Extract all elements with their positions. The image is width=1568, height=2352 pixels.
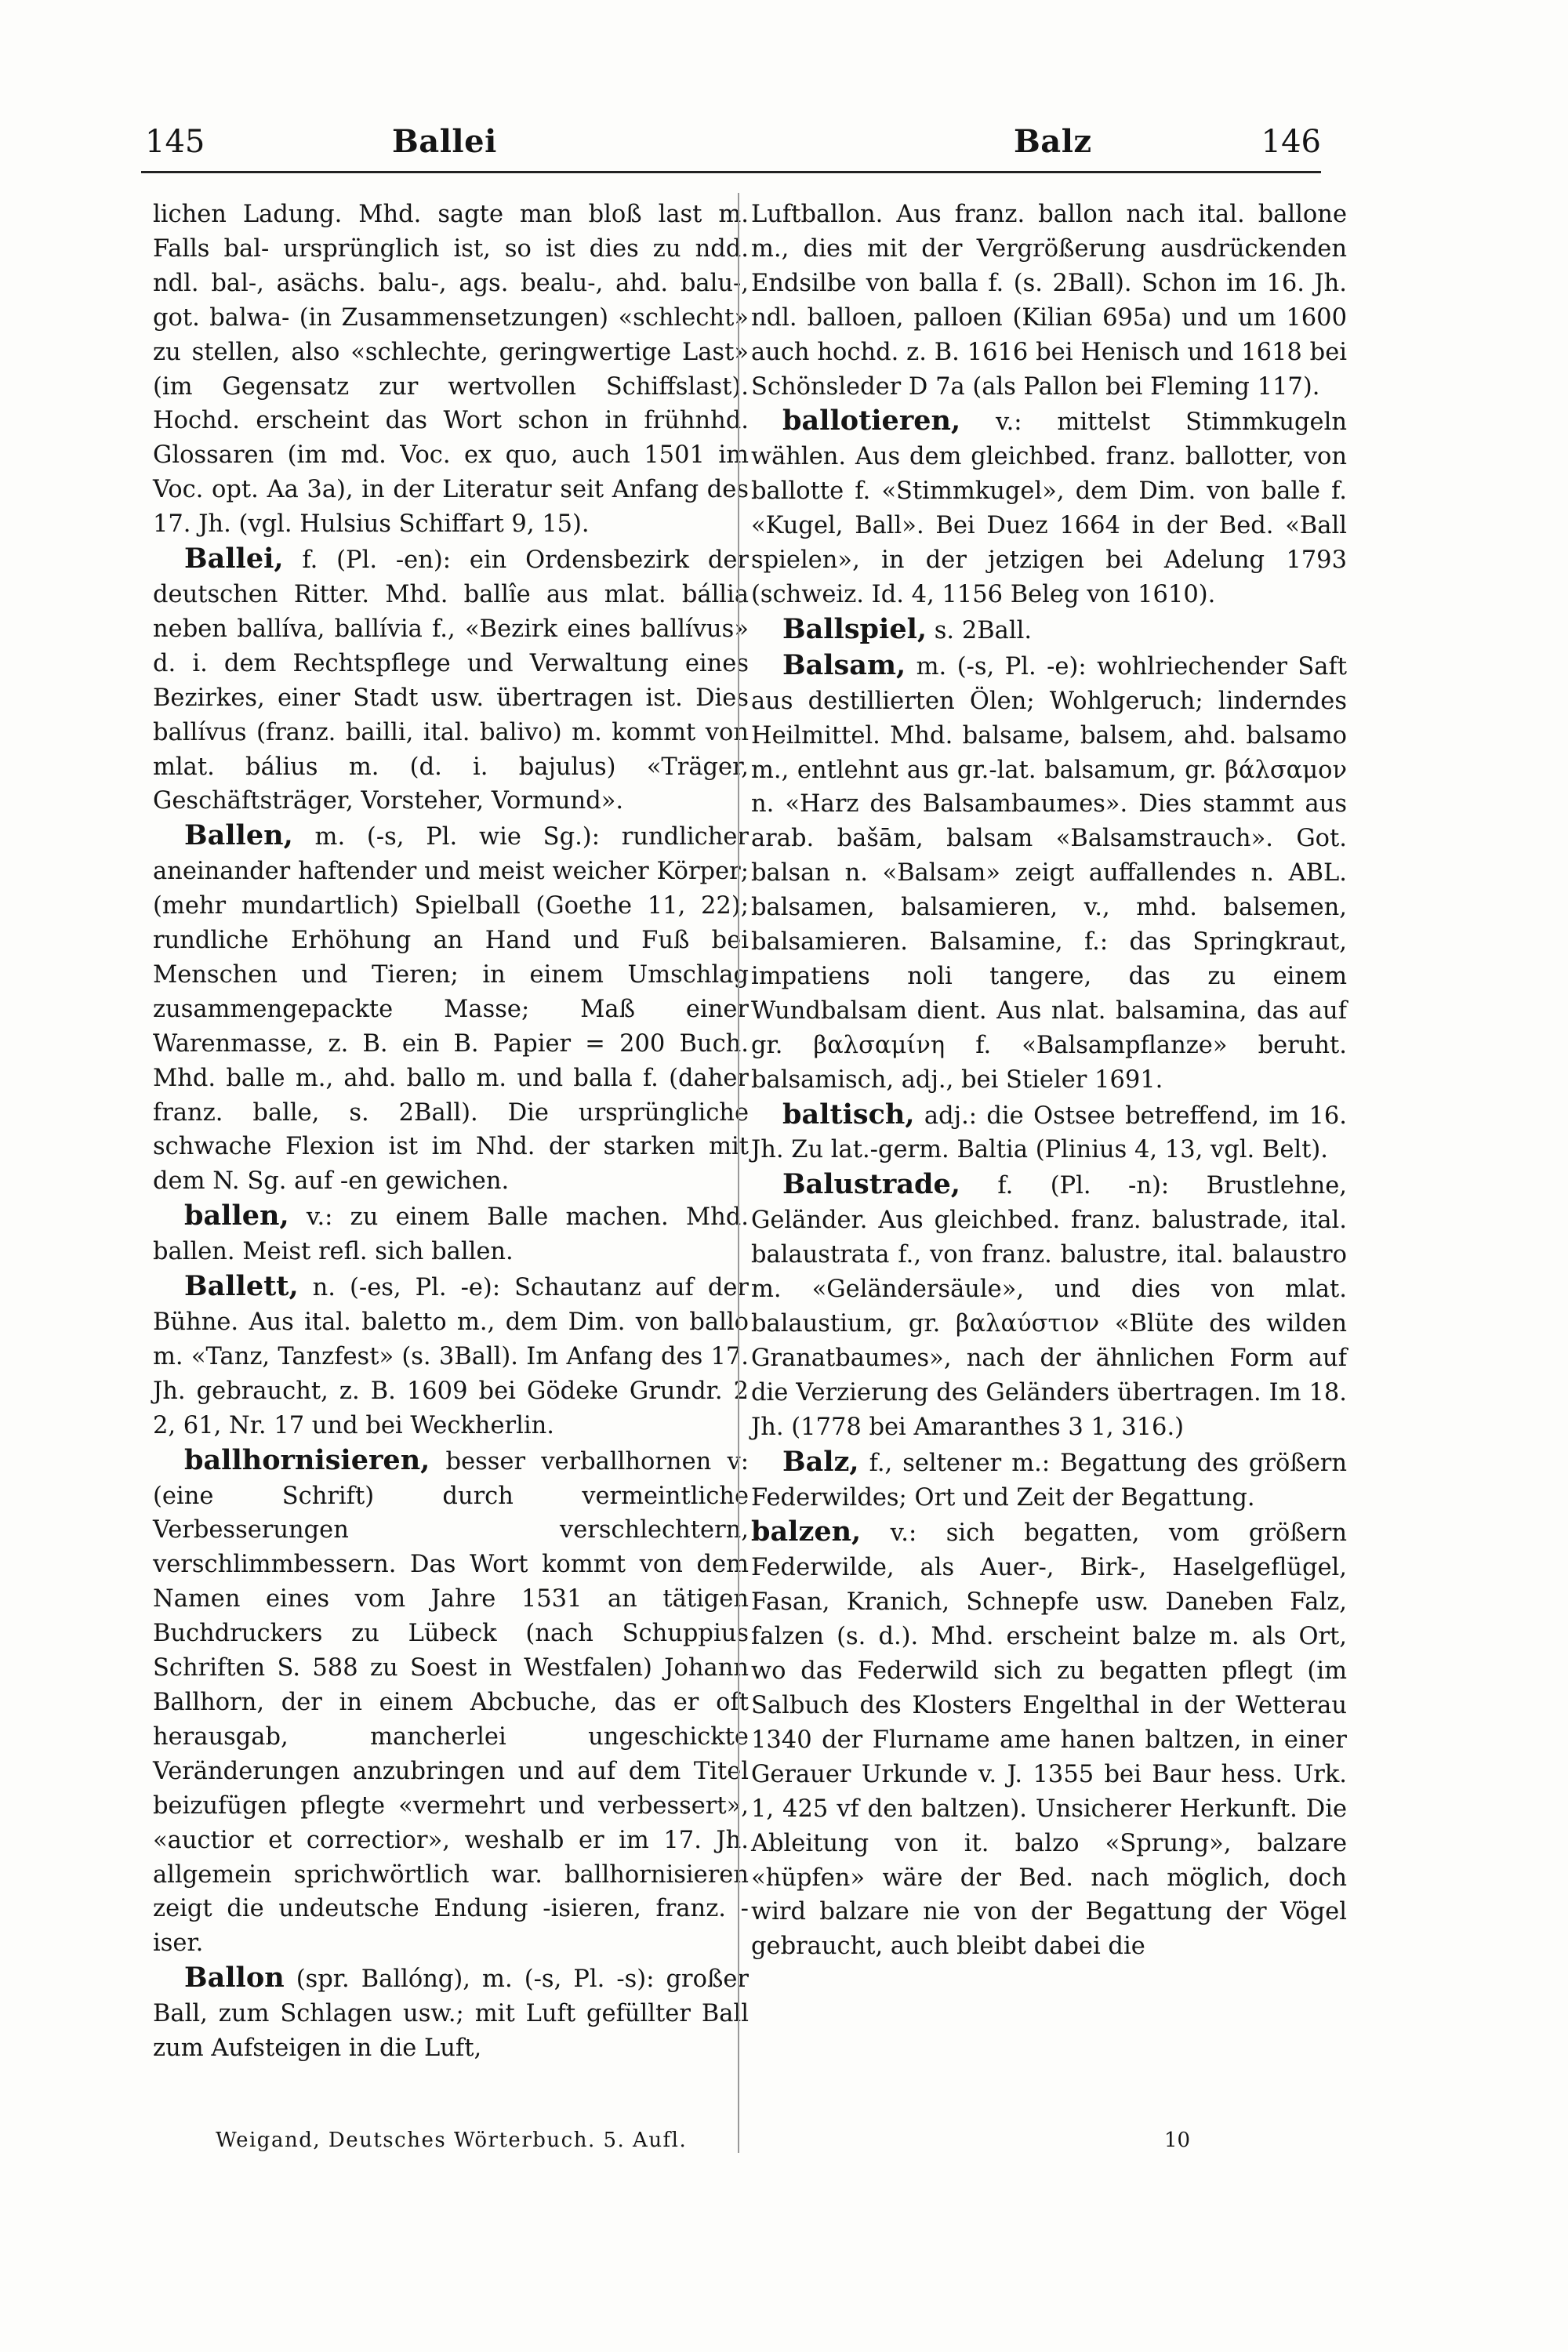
entry-text: adj.: die Ostsee betreffend, im 16. Jh. Zu lat.-germ. Baltia (Plinius 4, 13, vgl. Belt). xyxy=(751,1102,1347,1164)
header-keyword-right: Balz xyxy=(1014,123,1092,160)
entry-text: m. (-s, Pl. wie Sg.): rundlicher aneinander haftender und meist weicher Körper; (mehr mundartlich) Spielball (Goethe 11, 22); rundliche Erhöhung an Hand und Fuß bei Menschen und Tieren; in einem Umschlag zusammengepackte Masse; Maß einer Warenmasse, z. B. ein B. Papier = 200 Buch. Mhd. balle m., ahd. ballo m. und balla f. (daher franz. balle, s. 2Ball). Die ursprüngliche schwache Flexion ist im Nhd. der starken mit dem N. Sg. auf -en gewichen. xyxy=(153,823,749,1196)
entry-continuation xyxy=(153,198,749,542)
entry-lemma: ballhornisieren, xyxy=(184,1443,430,1476)
dictionary-entry xyxy=(751,404,1347,612)
header-rule xyxy=(141,171,1321,173)
entry-text: v.: zu einem Balle machen. Mhd. ballen. Meist refl. sich ballen. xyxy=(153,1203,749,1266)
entry-lemma: ballen, xyxy=(184,1200,289,1232)
dictionary-entry xyxy=(751,612,1347,648)
entry-text: v.: sich begatten, vom größern Federwilde, als Auer-, Birk-, Haselgeflügel, Fasan, Kranich, Schnepfe usw. Daneben Falz, falzen (s. d.). Mhd. erscheint balze m. als Ort, wo das Federwild sich zu begatten pflegt (im Salbuch des Klosters Engelthal in der Wetterau 1340 der Flurname ame hanen baltzen, in einer Gerauer Urkunde v. J. 1355 bei Baur hess. Urk. 1, 425 vf den baltzen). Unsicherer Herkunft. Die Ableitung von it. balzo «Sprung», balzare «hüpfen» wäre der Bed. nach möglich, doch wird balzare nie von der Begattung der Vögel gebraucht, auch bleibt dabei die xyxy=(751,1519,1347,1961)
entry-text: Luftballon. Aus franz. ballon nach ital. ballone m., dies mit der Vergrößerung ausdrückenden Endsilbe von balla f. (s. 2Ball). Schon im 16. Jh. ndl. balloen, palloen (Kilian 695a) und um 1600 auch hochd. z. B. 1616 bei Henisch und 1618 bei Schönsleder D 7a (als Pallon bei Fleming 117). xyxy=(751,201,1347,401)
page-number-left: 145 xyxy=(145,124,205,160)
dictionary-entry xyxy=(153,1199,749,1269)
footer-source-note: Weigand, Deutsches Wörterbuch. 5. Aufl. xyxy=(216,2129,688,2152)
entry-text: lichen Ladung. Mhd. sagte man bloß last m. Falls bal- ursprünglich ist, so ist dies zu ndd. ndl. bal-, asächs. balu-, ags. bealu-, ahd. balu-, got. balwa- (in Zusammensetzungen) «schlecht» zu stellen, also «schlechte, geringwertige Last» (im Gegensatz zur wertvollen Schiffslast). Hochd. erscheint das Wort schon in frühnhd. Glossaren (im md. Voc. ex quo, auch 1501 im Voc. opt. Aa 3a), in der Literatur seit Anfang des 17. Jh. (vgl. Hulsius Schiffart 9, 15). xyxy=(153,201,749,539)
dictionary-entry xyxy=(751,1098,1347,1168)
right-column xyxy=(751,198,1347,1964)
entry-continuation xyxy=(751,198,1347,404)
entry-text: f., seltener m.: Begattung des größern Federwildes; Ort und Zeit der Begattung. xyxy=(751,1449,1347,1512)
column-rule xyxy=(738,193,739,2153)
entry-text: (spr. Ballóng), m. (-s, Pl. -s): großer Ball, zum Schlagen usw.; mit Luft gefüllter Ball zum Aufsteigen in die Luft, xyxy=(153,1965,749,2063)
entry-text: s. 2Ball. xyxy=(927,616,1033,644)
dictionary-entry xyxy=(153,1961,749,2066)
dictionary-entry xyxy=(751,1167,1347,1444)
entry-text: besser verballhornen v: (eine Schrift) durch vermeintliche Verbesserungen verschlechtern, verschlimmbessern. Das Wort kommt von dem Namen eines vom Jahre 1531 an tätigen Buchdruckers zu Lübeck (nach Schuppius Schriften S. 588 zu Soest in Westfalen) Johann Ballhorn, der in einem Abcbuche, das er oft herausgab, mancherlei ungeschickte Veränderungen anzubringen und auf dem Titel beizufügen pflegte «vermehrt und verbessert», «auctior et correctior», weshalb er im 17. Jh. allgemein sprichwörtlich war. ballhornisieren zeigt die undeutsche Endung -isieren, franz. -iser. xyxy=(153,1447,749,1958)
dictionary-entry xyxy=(153,818,749,1199)
dictionary-entry xyxy=(751,1445,1347,1515)
dictionary-entry xyxy=(751,1515,1347,1964)
entry-lemma: Ballei, xyxy=(184,543,284,575)
page-number-right: 146 xyxy=(1261,124,1321,160)
entry-lemma: Ballspiel, xyxy=(782,612,927,645)
dictionary-entry xyxy=(153,1269,749,1443)
dictionary-entry xyxy=(153,542,749,818)
entry-lemma: Balz, xyxy=(782,1445,859,1478)
entry-lemma: Ballett, xyxy=(184,1270,299,1303)
entry-lemma: baltisch, xyxy=(782,1098,915,1131)
entry-lemma: Balustrade, xyxy=(782,1168,960,1201)
signature-mark: 10 xyxy=(1164,2129,1191,2152)
dictionary-entry xyxy=(751,648,1347,1098)
entry-text: f. (Pl. -n): Brustlehne, Geländer. Aus gleichbed. franz. balustrade, ital. balaustrata f., von franz. balustre, ital. balaustro m. «Geländersäule», und dies von mlat. balaustium, gr. βαλαύστιον «Blüte des wilden Granatbaumes», nach der ähnlichen Form auf die Verzierung des Geländers übertragen. Im 18. Jh. (1778 bei Amaranthes 3 1, 316.) xyxy=(751,1172,1347,1441)
running-header xyxy=(145,119,1321,174)
header-keyword-left: Ballei xyxy=(392,123,497,160)
entry-lemma: Balsam, xyxy=(782,648,906,681)
entry-text: n. (-es, Pl. -e): Schautanz auf der Bühne. Aus ital. baletto m., dem Dim. von ballo m. «Tanz, Tanzfest» (s. 3Ball). Im Anfang des 17. Jh. gebraucht, z. B. 1609 bei Gödeke Grundr. 2 2, 61, Nr. 17 und bei Weckherlin. xyxy=(153,1274,749,1439)
entry-text: v.: mittelst Stimmkugeln wählen. Aus dem gleichbed. franz. ballotter, von ballotte f. «Stimmkugel», dem Dim. von balle f. «Kugel, Ball». Bei Duez 1664 in der Bed. «Ball spielen», in der jetzigen bei Adelung 1793 (schweiz. Id. 4, 1156 Beleg von 1610). xyxy=(751,408,1347,608)
entry-text: m. (-s, Pl. -e): wohlriechender Saft aus destillierten Ölen; Wohlgeruch; linderndes Heilmittel. Mhd. balsame, balsem, ahd. balsamo m., entlehnt aus gr.-lat. balsamum, gr. βάλσαμον n. «Harz des Balsambaumes». Dies stammt aus arab. bašām, balsam «Balsamstrauch». Got. balsan n. «Balsam» zeigt auffallendes n. ABL. balsamen, balsamieren, v., mhd. balsemen, balsamieren. Balsamine, f.: das Springkraut, impatiens noli tangere, das zu einem Wundbalsam dient. Aus nlat. balsamina, das auf gr. βαλσαμίνη f. «Balsampflanze» beruht. balsamisch, adj., bei Stieler 1691. xyxy=(751,652,1347,1094)
left-column xyxy=(153,198,749,2066)
entry-text: f. (Pl. -en): ein Ordensbezirk der deutschen Ritter. Mhd. ballîe aus mlat. bállia neben ballíva, ballívia f., «Bezirk eines ballívus» d. i. dem Rechtspflege und Verwaltung eines Bezirkes, einer Stadt usw. übertragen ist. Dies ballívus (franz. bailli, ital. balivo) m. kommt von mlat. bálius m. (d. i. bajulus) «Träger, Geschäftsträger, Vorsteher, Vormund». xyxy=(153,546,749,815)
page-footer xyxy=(145,2125,1321,2159)
entry-lemma: balzen, xyxy=(751,1515,862,1548)
dictionary-entry xyxy=(153,1443,749,1962)
entry-lemma: Ballen, xyxy=(184,819,293,852)
entry-lemma: Ballon xyxy=(184,1962,285,1994)
entry-lemma: ballotieren, xyxy=(782,405,961,437)
